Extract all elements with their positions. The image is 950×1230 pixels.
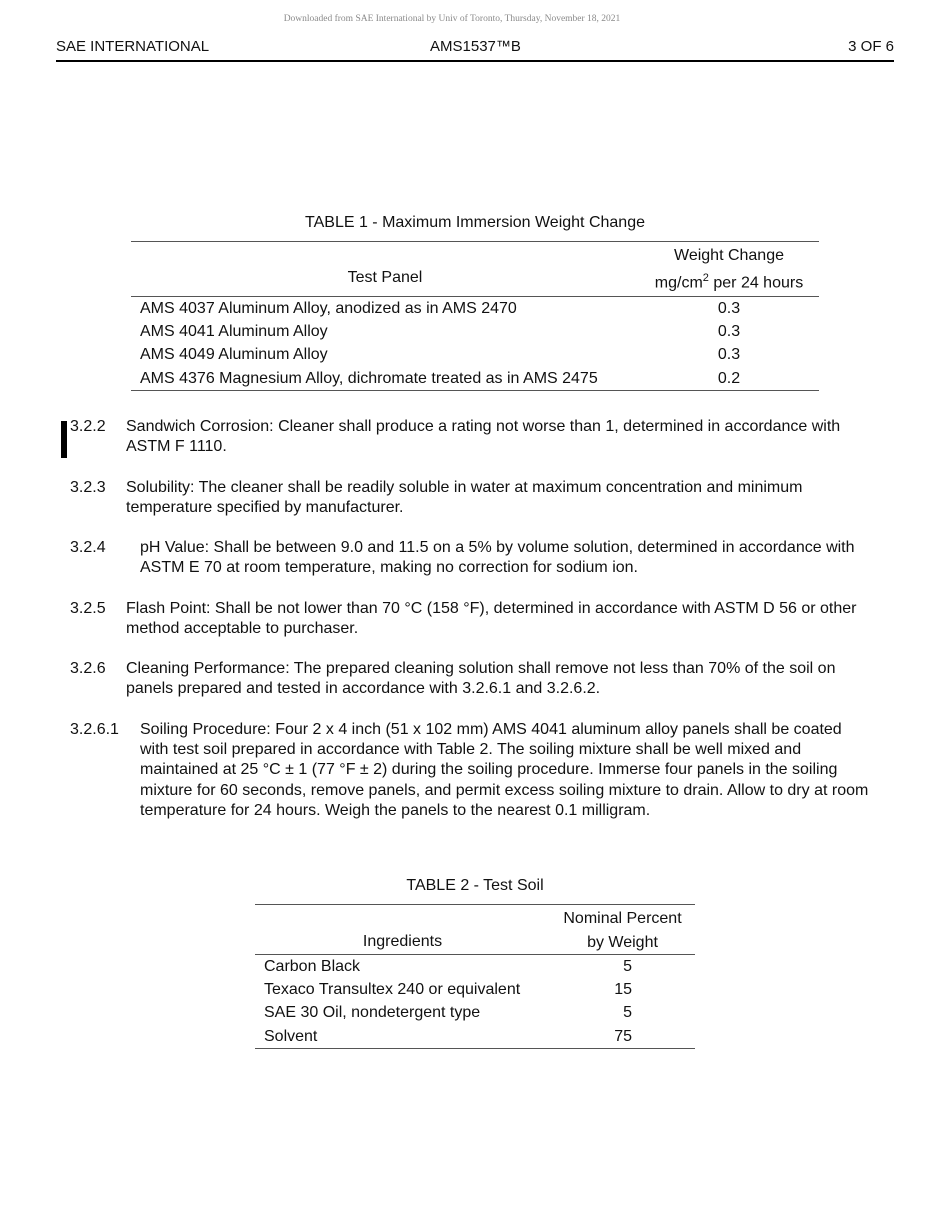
- paragraph-number: 3.2.5: [70, 600, 106, 617]
- table1-row: [131, 320, 819, 343]
- revision-change-bar: [61, 421, 67, 458]
- paragraph-number: 3.2.6.1: [70, 721, 119, 738]
- table2-header-nominal-percent: Nominal Percent: [550, 905, 695, 933]
- table1-cell-value: 0.3: [717, 322, 741, 340]
- paragraph-text: Cleaning Performance: The prepared cleaning solution shall remove not less than 70% of the soil on panels prepared and tested in accordance with 3.2.6.1 and 3.2.6.2.: [126, 660, 836, 698]
- table1-row: [131, 344, 819, 367]
- publisher-name: SAE INTERNATIONAL: [56, 38, 210, 55]
- paragraph-3-2-2: [70, 417, 870, 457]
- paragraph-3-2-6: [70, 659, 870, 699]
- paragraph-number: 3.2.4: [70, 539, 106, 556]
- table2-header-ingredients: Ingredients: [255, 905, 550, 955]
- table2-cell-percent: 75: [550, 1025, 695, 1049]
- table1: [131, 241, 819, 391]
- paragraph-text: Flash Point: Shall be not lower than 70 °C (158 °F), determined in accordance with ASTM D 56 or other method acceptable to purchaser.: [126, 600, 857, 638]
- table2: [255, 904, 695, 1049]
- paragraph-number: 3.2.6: [70, 660, 106, 677]
- paragraph-3-2-5: [70, 599, 870, 639]
- download-watermark: Downloaded from SAE International by Univ of Toronto, Thursday, November 18, 2021: [283, 14, 621, 24]
- table2-row: [255, 1025, 695, 1049]
- paragraph-text: pH Value: Shall be between 9.0 and 11.5 on a 5% by volume solution, determined in accordance with ASTM E 70 at room temperature, making no correction for sodium ion.: [140, 539, 855, 577]
- paragraph-3-2-4: [70, 538, 870, 578]
- paragraph-number: 3.2.3: [70, 479, 106, 496]
- table2-cell-ingredient: Texaco Transultex 240 or equivalent: [264, 980, 521, 998]
- paragraph-text: Solubility: The cleaner shall be readily soluble in water at maximum concentration and minimum temperature specified by manufacturer.: [126, 479, 803, 517]
- page-number: 3 OF 6: [848, 38, 894, 55]
- table2-row: [255, 978, 695, 1001]
- table2-header-by-weight: by Weight: [550, 932, 695, 955]
- table2-cell-percent: 5: [623, 1004, 632, 1022]
- table1-cell-panel: AMS 4041 Aluminum Alloy: [140, 322, 328, 340]
- table2-cell-ingredient: SAE 30 Oil, nondetergent type: [264, 1004, 481, 1022]
- document-number: AMS1537™B: [430, 38, 521, 55]
- paragraph-number: 3.2.2: [70, 418, 106, 435]
- table1-cell-panel: AMS 4049 Aluminum Alloy: [140, 346, 328, 364]
- table1-row: [131, 297, 819, 321]
- table1-cell-value: 0.3: [717, 346, 741, 364]
- table2-cell-ingredient: Carbon Black: [264, 957, 361, 975]
- table2-row: [255, 1002, 695, 1025]
- table2-cell-percent: 5: [623, 957, 632, 975]
- paragraph-3-2-6-1: [70, 720, 870, 821]
- table1-cell-panel: AMS 4376 Magnesium Alloy, dichromate treated as in AMS 2475: [131, 367, 639, 391]
- page-header: [56, 38, 894, 62]
- paragraph-3-2-3: [70, 478, 870, 518]
- table2-cell-percent: 15: [614, 980, 632, 998]
- table1-row: [131, 367, 819, 391]
- paragraph-text: Sandwich Corrosion: Cleaner shall produce a rating not worse than 1, determined in accordance with ASTM F 1110.: [126, 418, 841, 456]
- table1-header-unit: $mg/cm^2$ per 24 hours: [639, 269, 819, 297]
- table1-header-test-panel: Test Panel: [131, 242, 639, 297]
- table1-cell-value: 0.2: [639, 367, 819, 391]
- table1-caption: TABLE 1 - Maximum Immersion Weight Change: [305, 214, 645, 231]
- table1-cell-panel: AMS 4037 Aluminum Alloy, anodized as in AMS 2470: [140, 299, 517, 317]
- table1-header-weight-change: Weight Change: [639, 242, 819, 270]
- table2-cell-ingredient: Solvent: [255, 1025, 550, 1049]
- table2-caption: TABLE 2 - Test Soil: [406, 877, 544, 894]
- table1-cell-value: 0.3: [717, 299, 741, 317]
- paragraph-text: Soiling Procedure: Four 2 x 4 inch (51 x 102 mm) AMS 4041 aluminum alloy panels shall be coated with test soil prepared in accordance with Table 2. The soiling mixture shall be well mixed and maintained at 25 °C ± 1 (77 °F ± 2) during the soiling procedure. Immerse four panels in the soiling mixture for 60 seconds, remove panels, and permit excess soiling mixture to drain. Allow to dry at room temperature for 24 hours. Weigh the panels to the nearest 0.1 milligram.: [140, 721, 869, 819]
- table2-row: [255, 955, 695, 979]
